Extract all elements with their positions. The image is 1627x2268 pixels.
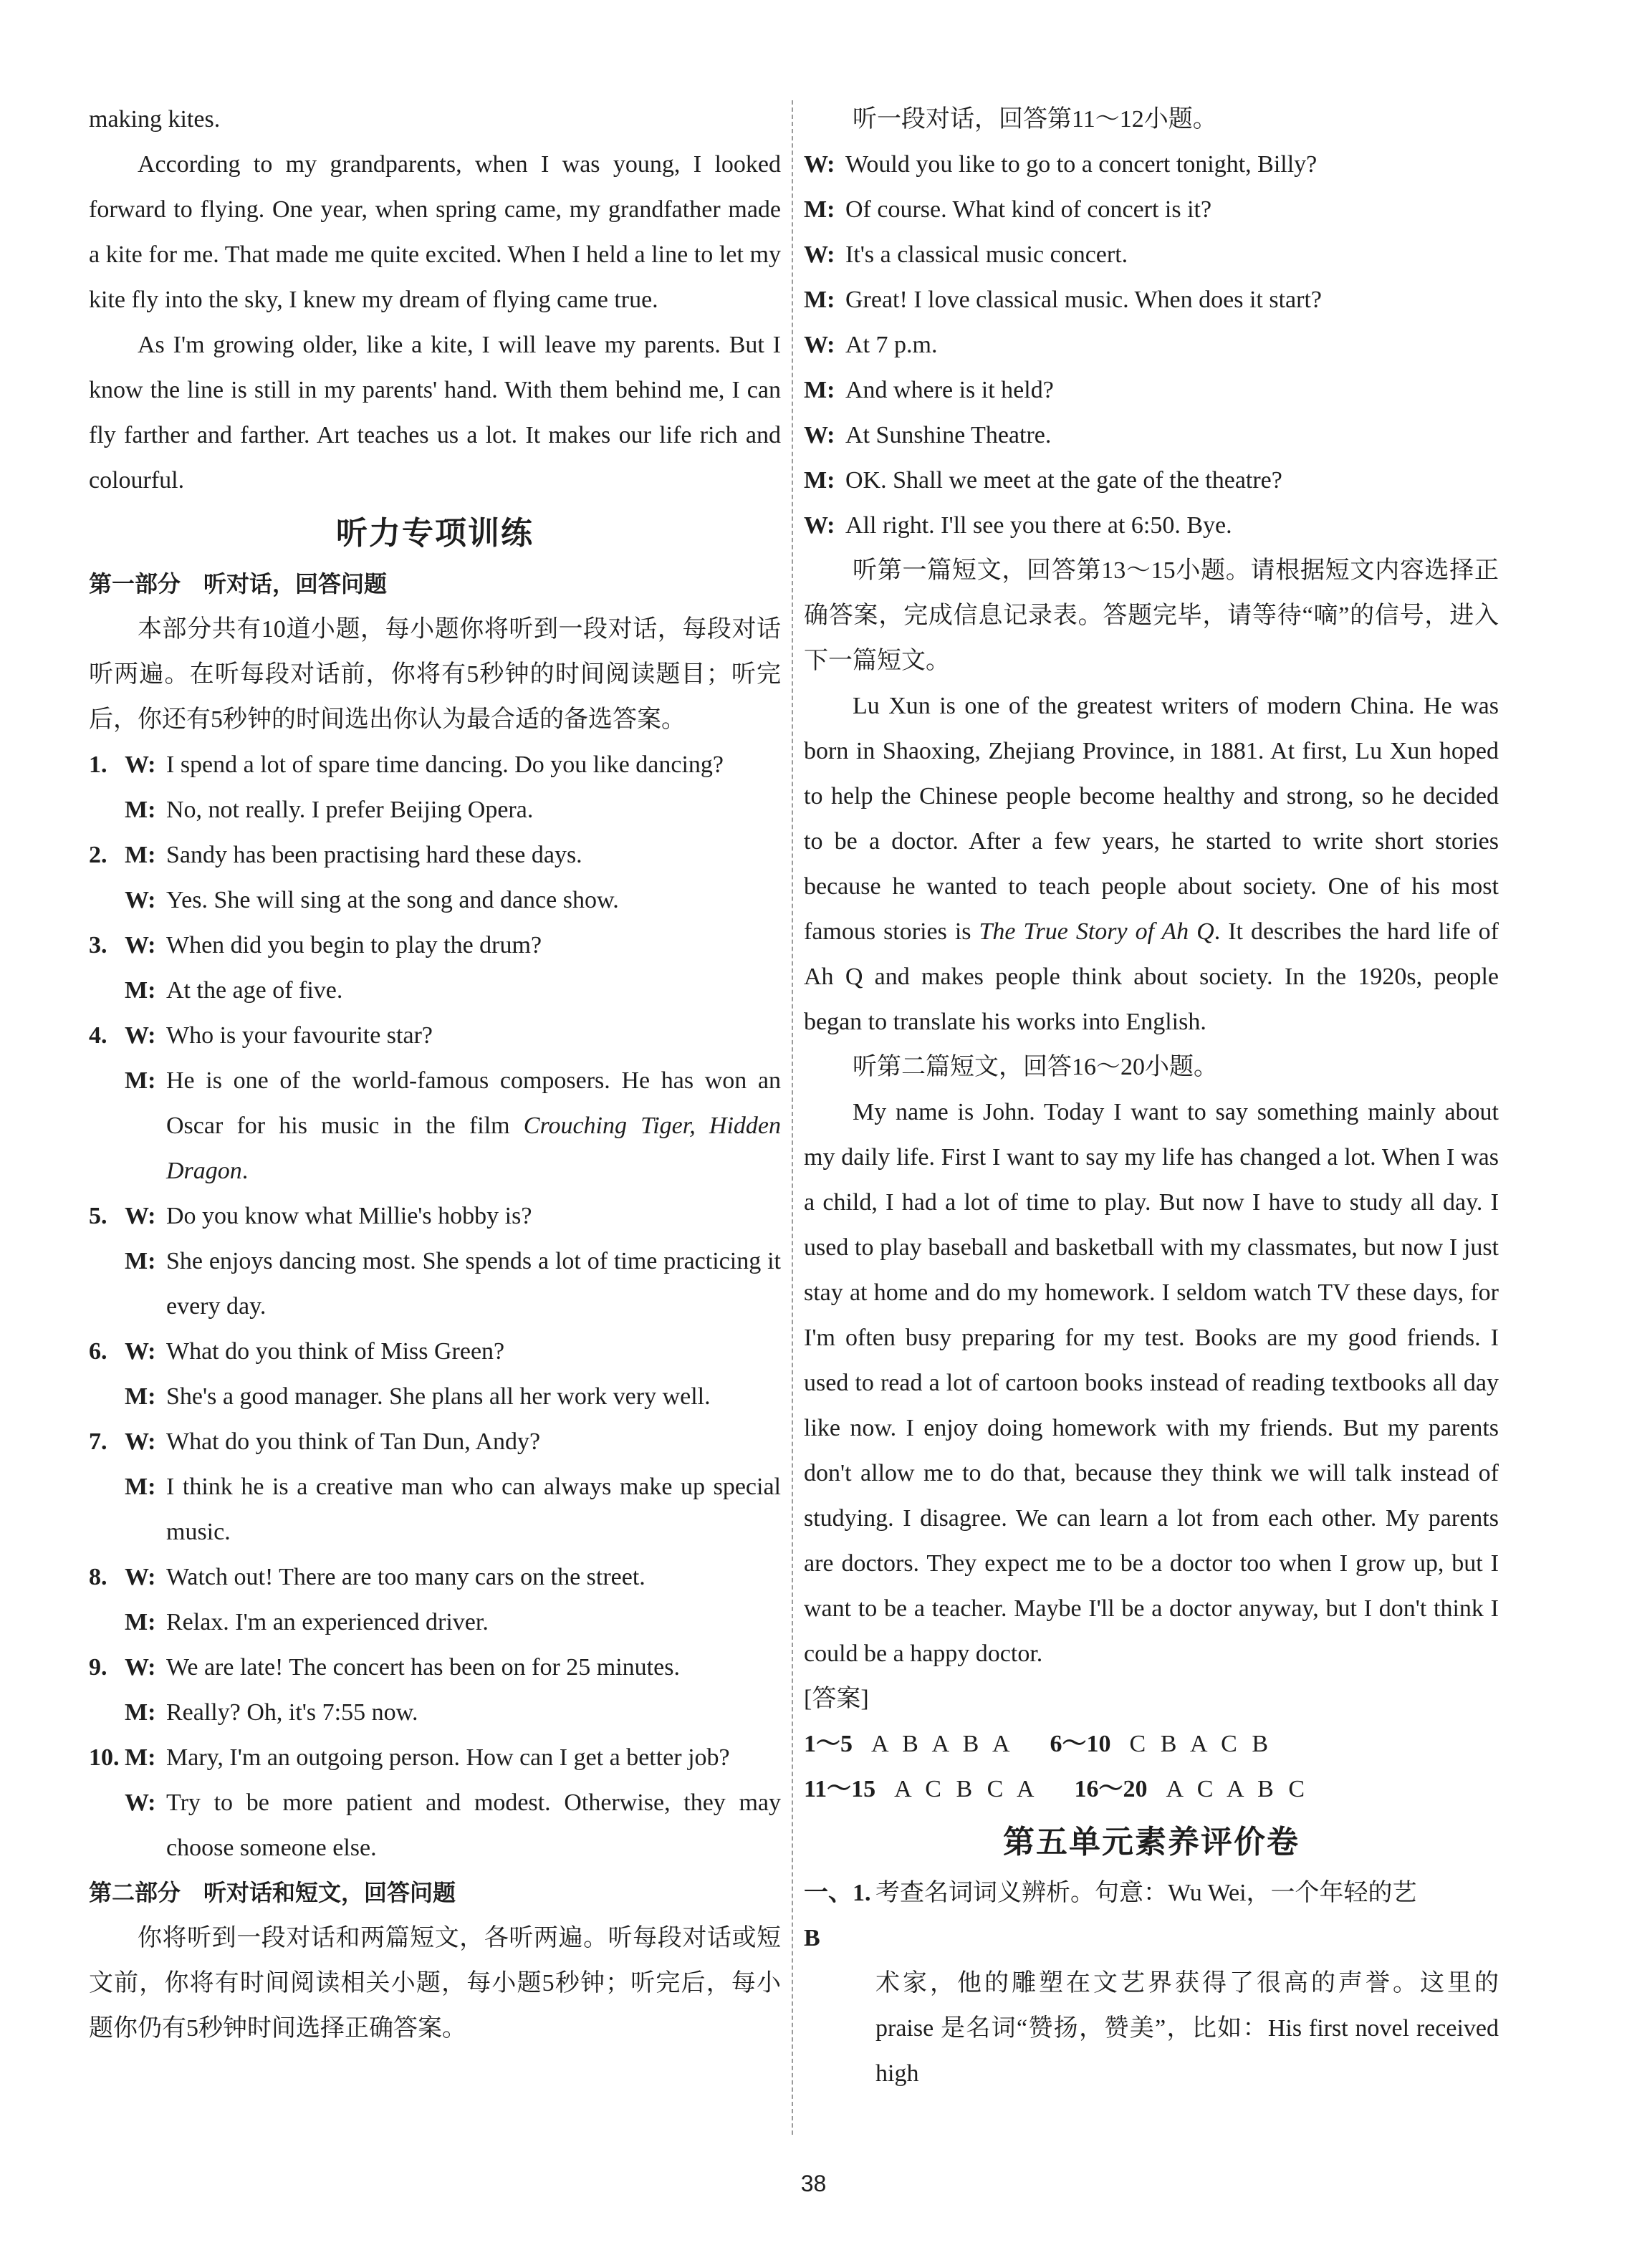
dialogue-text: Of course. What kind of concert is it? [845,196,1212,223]
dialogue-line [89,1193,781,1239]
dialogue-number-spacer [89,968,125,1013]
dialogue-line [804,413,1499,458]
dialogue-text: Relax. I'm an experienced driver. [166,1609,489,1635]
dialogue-number-spacer [89,878,125,923]
speaker: M: [125,1474,156,1500]
dialogue-line [804,232,1499,277]
speaker: M: [125,797,156,823]
passage1-part-b: . It describes the hard life of Ah Q and makes people think about society. In the 1920s, people began to translate his works into English. [804,918,1499,1035]
dialogue-line [89,1735,781,1780]
dialogue-number: 9. [89,1654,107,1681]
passage1-part-a: Lu Xun is one of the greatest writers of modern China. He was born in Shaoxing, Zhejiang Province, in 1881. At first, Lu Xun hoped to help the Chinese people become healthy and strong, so he decided to be a doctor. After a few years, he started to write short stories because he wanted to teach people about society. One of his most famous stories is [804,693,1499,945]
speaker: W: [804,332,835,358]
dialogue-number: 10. [89,1744,120,1771]
dialogue-line [804,503,1499,548]
dialogue-number-spacer [89,787,125,832]
speaker: W: [125,1338,156,1365]
dialogue-number: 2. [89,842,107,868]
dialogue-text: I think he is a creative man who can always make up special music. [166,1474,781,1545]
dialogue-line [89,1239,781,1329]
dialogue-line [804,187,1499,232]
dialogue-text: OK. Shall we meet at the gate of the theatre? [845,467,1282,494]
speaker: W: [125,1203,156,1229]
dialogue-line [89,1374,781,1419]
dialogue-number-spacer [89,1464,125,1555]
speaker: M: [804,196,835,223]
answer-letters: C B A C B [1129,1731,1273,1757]
dialogue-line [804,277,1499,322]
dialogue-text: Who is your favourite star? [166,1022,433,1049]
dialogue-text: What do you think of Miss Green? [166,1338,505,1365]
answer-label: [答案] [804,1686,869,1712]
answer-range: 11～15 [804,1776,876,1802]
answer-letters: A B A B A [871,1731,1014,1757]
speaker: M: [125,1383,156,1410]
dialogue-line [89,1645,781,1690]
answer-range: 16～20 [1074,1776,1148,1802]
dialogue-line [89,968,781,1013]
dialogue-line [89,1058,781,1193]
dialogue-text: Would you like to go to a concert tonight, Billy? [845,151,1318,178]
dialogue-line [89,832,781,878]
dialogue-line [89,1555,781,1600]
dialogue-line [89,742,781,787]
intro-paragraph-2: According to my grandparents, when I was young, I looked forward to flying. One year, when spring came, my grandfather made a kite for me. That made me quite excited. When I held a line to let my kite fly into the sky, I knew my dream of flying came true. [89,151,781,313]
dialogue-text: Great! I love classical music. When does it start? [845,287,1322,313]
question-continuation: 术家，他的雕塑在文艺界获得了很高的声誉。这里的 praise 是名词“赞扬，赞美”，比如：His first novel received high [875,1970,1499,2087]
part1-intro: 本部分共有10道小题，每小题你将听到一段对话，每段对话听两遍。在听每段对话前，你将有5秒钟的时间阅读题目；听完后，你还有5秒钟的时间选出你认为最合适的备选答案。 [89,616,781,733]
dialogue-number: 4. [89,1022,107,1049]
film-title: Crouching Tiger, Hidden Dragon [166,1113,781,1184]
dialogue-line [89,1600,781,1645]
speaker: W: [804,422,835,448]
speaker: W: [125,751,156,778]
speaker: M: [125,977,156,1004]
concert-dialogue [804,142,1499,548]
dialogue-number-spacer [89,1058,125,1193]
dialogue-number-spacer [89,1374,125,1419]
dialogue-text: It's a classical music concert. [845,241,1128,268]
dialogue-text: Mary, I'm an outgoing person. How can I get a better job? [166,1744,730,1771]
answer-letters: A C A B C [1166,1776,1310,1802]
dialogue-text: We are late! The concert has been on for 25 minutes. [166,1654,680,1681]
speaker: W: [125,932,156,958]
passage2-intro: 听第二篇短文，回答16～20小题。 [853,1054,1218,1080]
dialogue-text: What do you think of Tan Dun, Andy? [166,1428,541,1455]
answer-range: 6～10 [1050,1731,1111,1757]
dialogue-text: She's a good manager. She plans all her work very well. [166,1383,711,1410]
dialogue-text: Do you know what Millie's hobby is? [166,1203,532,1229]
dialogue-text: I spend a lot of spare time dancing. Do you like dancing? [166,751,724,778]
dialogue-text: When did you begin to play the drum? [166,932,542,958]
dialogue-text: Sandy has been practising hard these days. [166,842,582,868]
dialogue-number: 6. [89,1338,107,1365]
dialogue-text: Watch out! There are too many cars on the street. [166,1564,645,1590]
dialogue-line [89,1013,781,1058]
dialogue-list [89,742,781,1870]
question-text: 考查名词词义辨析。句意：Wu Wei，一个年轻的艺 [875,1880,1417,1906]
dialogue-line [89,1690,781,1735]
dialogue-line [89,787,781,832]
answer-row-1 [804,1721,1499,1767]
dialogue-text: All right. I'll see you there at 6:50. Bye. [845,512,1232,539]
dialogue-text: Really? Oh, it's 7:55 now. [166,1699,418,1726]
dialogue-line [804,367,1499,413]
dialogue-number-spacer [89,1239,125,1329]
dialogue-number: 3. [89,932,107,958]
speaker: W: [125,1564,156,1590]
speaker: W: [125,1789,156,1816]
dialogue-text: No, not really. I prefer Beijing Opera. [166,797,534,823]
intro-paragraph-3: As I'm growing older, like a kite, I will leave my parents. But I know the line is still in my parents' hand. With them behind me, I can fly farther and farther. Art teaches us a lot. It makes our life rich and colourful. [89,332,781,494]
dialogue-text: He is one of the world-famous composers. He has won an Oscar for his music in the film Crouching Tiger, Hidden Dragon. [166,1067,781,1184]
speaker: M: [125,1699,156,1726]
unit-title: 第五单元素养评价卷 [1003,1824,1300,1860]
question-1 [804,1870,1499,1961]
dialogue-line [804,458,1499,503]
passage1 [804,683,1499,1044]
part2-intro: 你将听到一段对话和两篇短文，各听两遍。听每段对话或短文前，你将有时间阅读相关小题，每小题5秒钟；听完后，每小题你仍有5秒钟时间选择正确答案。 [89,1925,781,2042]
dialogue-line [89,1419,781,1464]
dialogue-line [89,1329,781,1374]
answer-letters: A C B C A [894,1776,1039,1802]
speaker: M: [125,1248,156,1274]
section-title: 听力专项训练 [336,515,534,552]
left-column [89,97,781,2051]
passage1-intro: 听第一篇短文，回答第13～15小题。请根据短文内容选择正确答案，完成信息记录表。答题完毕，请等待“嘀”的信号，进入下一篇短文。 [804,557,1499,674]
dialogue-line [89,878,781,923]
speaker: W: [125,1654,156,1681]
part1-title: 第一部分 听对话，回答问题 [89,570,388,597]
speaker: M: [125,1067,156,1094]
dialogue-text: Try to be more patient and modest. Otherwise, they may choose someone else. [166,1789,781,1861]
dialogue-number: 5. [89,1203,107,1229]
intro-line-1: making kites. [89,106,221,133]
speaker: W: [804,512,835,539]
page-number: 38 [800,2171,827,2196]
dialogue-line [804,142,1499,187]
dialogue-text: At 7 p.m. [845,332,938,358]
answer-row-2 [804,1767,1499,1812]
speaker: W: [125,887,156,913]
dialogue-text: She enjoys dancing most. She spends a lot of time practicing it every day. [166,1248,781,1320]
passage1-story-title: The True Story of Ah Q [979,918,1214,945]
dialogue-line [89,1780,781,1870]
dialogue-number: 1. [89,751,107,778]
question-number: 一、1. B [804,1880,871,1951]
dialogue-line [89,1464,781,1555]
dialogue-number-spacer [89,1600,125,1645]
speaker: M: [804,467,835,494]
speaker: M: [804,377,835,403]
dialogue-text: Yes. She will sing at the song and dance show. [166,887,619,913]
right-column [804,97,1499,2096]
speaker: M: [804,287,835,313]
part2-title: 第二部分 听对话和短文，回答问题 [89,1879,456,1906]
speaker: W: [804,241,835,268]
speaker: W: [125,1022,156,1049]
answer-range: 1～5 [804,1731,853,1757]
dialogue-number: 7. [89,1428,107,1455]
speaker: M: [125,1609,156,1635]
speaker: M: [125,842,156,868]
dialogue-intro: 听一段对话，回答第11～12小题。 [853,106,1217,133]
dialogue-line [804,322,1499,367]
dialogue-number: 8. [89,1564,107,1590]
passage2: My name is John. Today I want to say something mainly about my daily life. First I want to say my life has changed a lot. When I was a child, I had a lot of time to play. But now I have to study all day. I used to play baseball and basketball with my classmates, but now I just stay at home and do my homework. I seldom watch TV these days, for I'm often busy preparing for my test. Books are my good friends. I used to read a lot of cartoon books instead of reading textbooks all day like now. I enjoy doing homework with my friends. But my parents don't allow me to do that, because they think we will talk instead of studying. I disagree. We can learn a lot from each other. My parents are doctors. They expect me to be a doctor too when I grow up, but I want to be a teacher. Maybe I'll be a doctor anyway, but I don't think I could be a happy doctor. [804,1099,1499,1667]
column-divider [792,100,793,2135]
dialogue-line [89,923,781,968]
speaker: M: [125,1744,156,1771]
dialogue-text: At Sunshine Theatre. [845,422,1052,448]
dialogue-text: At the age of five. [166,977,343,1004]
dialogue-text: And where is it held? [845,377,1054,403]
dialogue-number-spacer [89,1780,125,1870]
dialogue-number-spacer [89,1690,125,1735]
speaker: W: [804,151,835,178]
speaker: W: [125,1428,156,1455]
